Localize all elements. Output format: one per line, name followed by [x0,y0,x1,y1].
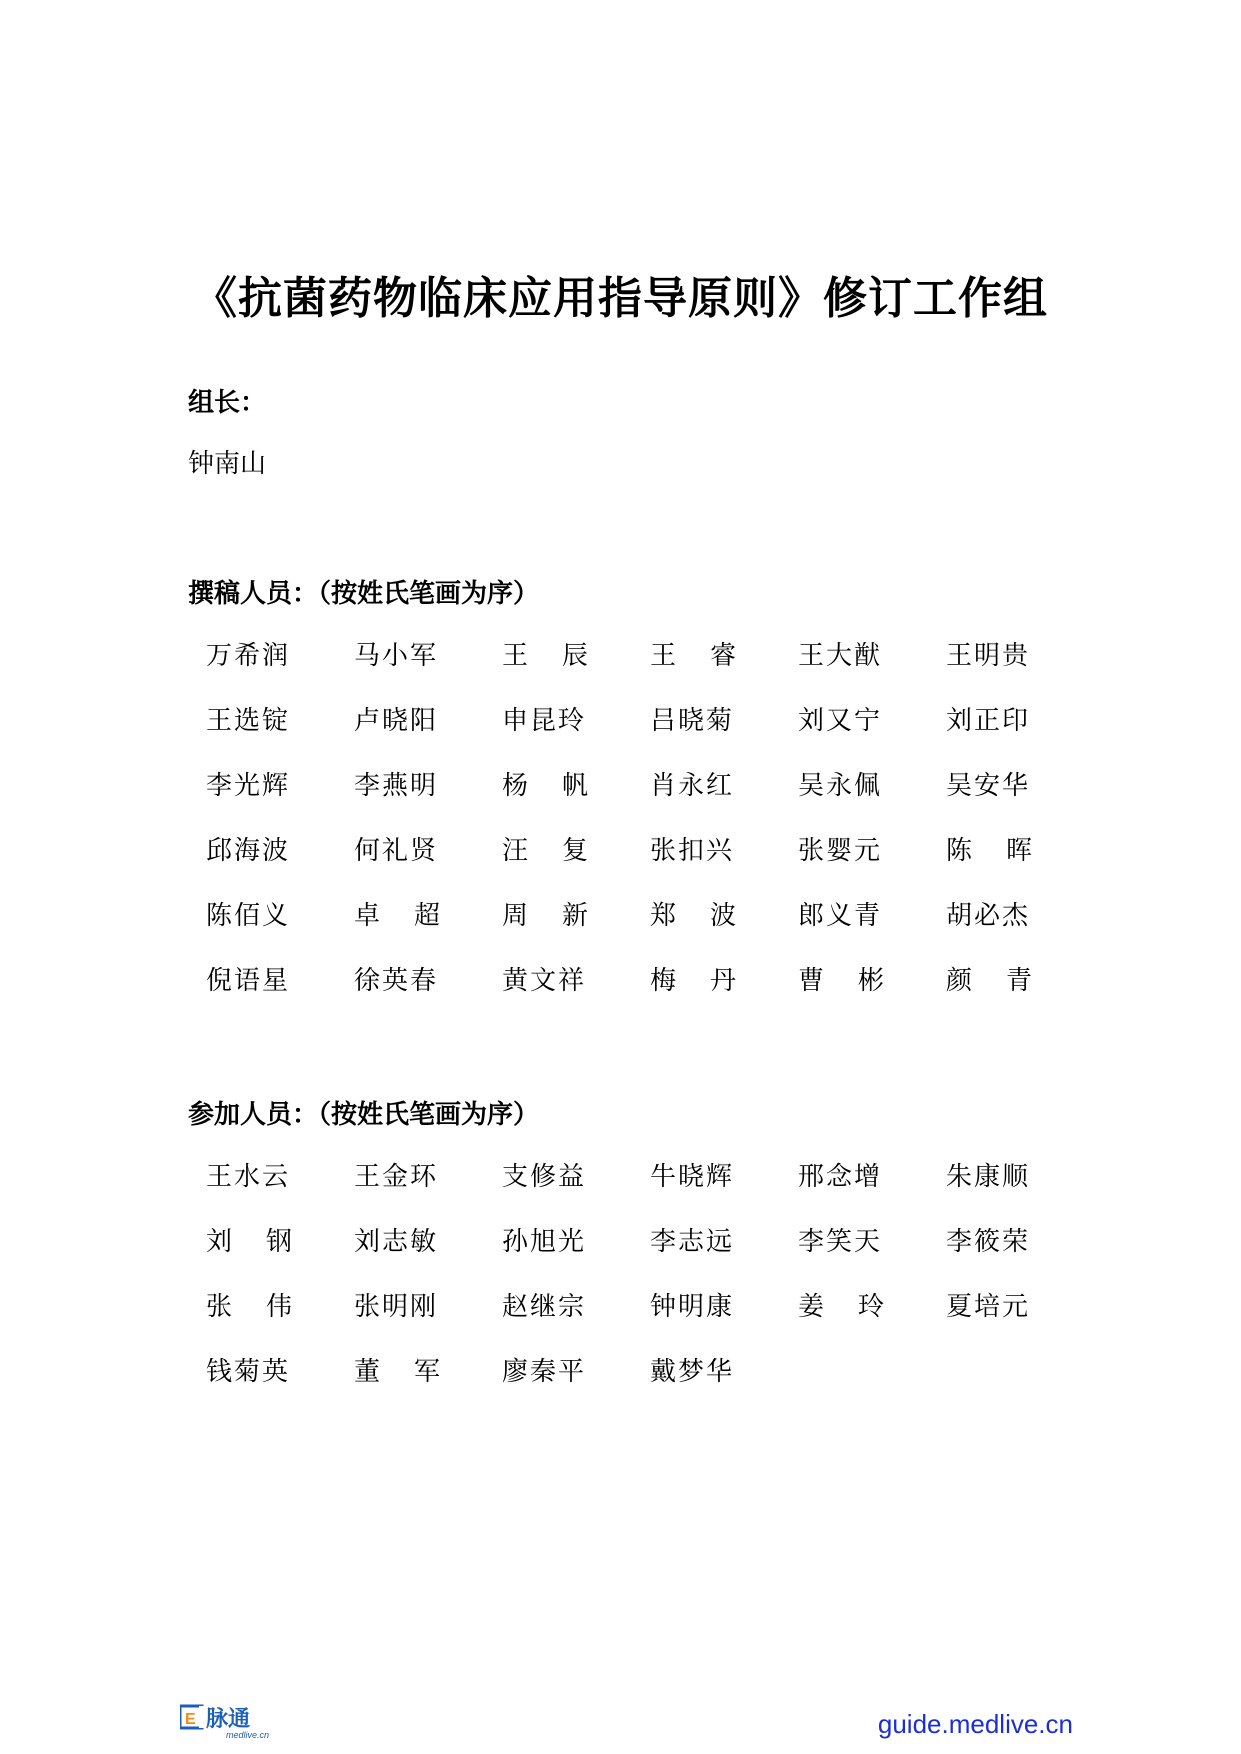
author-name: 马小军 [354,641,439,671]
participant-name: 夏培元 [946,1292,1031,1322]
participant-name: 牛晓辉 [650,1162,735,1192]
participant-name: 邢念增 [798,1162,883,1192]
author-name: 王 睿 [650,641,736,671]
participant-name: 孙旭光 [502,1227,587,1257]
author-name: 郑 波 [650,901,736,931]
participant-name: 李笑天 [798,1227,883,1257]
author-name: 邱海波 [206,836,291,866]
author-name: 周 新 [502,901,588,931]
participant-name: 赵继宗 [502,1292,587,1322]
participant-name: 戴梦华 [650,1357,735,1387]
author-name: 陈 晖 [946,836,1032,866]
medlive-logo [180,1700,290,1742]
participant-name: 支修益 [502,1162,587,1192]
participant-name: 钟明康 [650,1292,735,1322]
participant-name: 刘志敏 [354,1227,439,1257]
author-name: 徐英春 [354,966,439,996]
footer-url[interactable]: guide.medlive.cn [877,1709,1073,1739]
authors-list [206,636,1106,1026]
author-name: 黄文祥 [502,966,587,996]
participant-name: 李筱荣 [946,1227,1031,1257]
participant-name: 钱菊英 [206,1357,291,1387]
page-title: 《抗菌药物临床应用指导原则》修订工作组 [193,273,1048,325]
participants-heading: 参加人员：（按姓氏笔画为序） [188,1100,540,1130]
author-name: 张扣兴 [650,836,735,866]
participant-name: 张明刚 [354,1292,439,1322]
participant-name: 王金环 [354,1162,439,1192]
author-name: 吴安华 [946,771,1031,801]
author-name: 吕晓菊 [650,706,735,736]
logo-bracket-gap [199,1706,205,1728]
authors-heading: 撰稿人员：（按姓氏笔画为序） [188,579,540,609]
author-name: 王明贵 [946,641,1031,671]
author-name: 刘正印 [946,706,1031,736]
participant-name: 张 伟 [206,1292,292,1322]
participant-name: 朱康顺 [946,1162,1031,1192]
author-name: 卓 超 [354,901,440,931]
author-name: 李光辉 [206,771,291,801]
author-name: 陈佰义 [206,901,291,931]
author-name: 张婴元 [798,836,883,866]
author-name: 颜 青 [946,966,1032,996]
participant-name: 王水云 [206,1162,291,1192]
author-name: 万希润 [206,641,291,671]
participant-name: 李志远 [650,1227,735,1257]
leader-heading: 组长： [188,388,267,418]
author-name: 王大猷 [798,641,883,671]
logo-title: 脉通 [206,1706,251,1731]
author-name: 卢晓阳 [354,706,439,736]
author-name: 肖永红 [650,771,735,801]
author-name: 杨 帆 [502,771,588,801]
author-name: 李燕明 [354,771,439,801]
logo-mark: E [185,1711,196,1728]
author-name: 汪 复 [502,836,588,866]
author-name: 郎义青 [798,901,883,931]
participants-list [206,1157,1106,1417]
participant-name: 姜 玲 [798,1292,884,1322]
medlive-logo-icon [180,1700,290,1742]
author-name: 曹 彬 [798,966,884,996]
logo-subtitle: medlive.cn [226,1730,270,1740]
author-name: 刘又宁 [798,706,883,736]
author-name: 梅 丹 [650,966,736,996]
author-name: 申昆玲 [502,706,587,736]
participant-name: 董 军 [354,1357,440,1387]
author-name: 王 辰 [502,641,588,671]
leader-name: 钟南山 [188,449,267,479]
participant-name: 刘 钢 [206,1227,292,1257]
author-name: 吴永佩 [798,771,883,801]
author-name: 何礼贤 [354,836,439,866]
participant-name: 廖秦平 [502,1357,587,1387]
author-name: 胡必杰 [946,901,1031,931]
author-name: 王选锭 [206,706,291,736]
author-name: 倪语星 [206,966,291,996]
